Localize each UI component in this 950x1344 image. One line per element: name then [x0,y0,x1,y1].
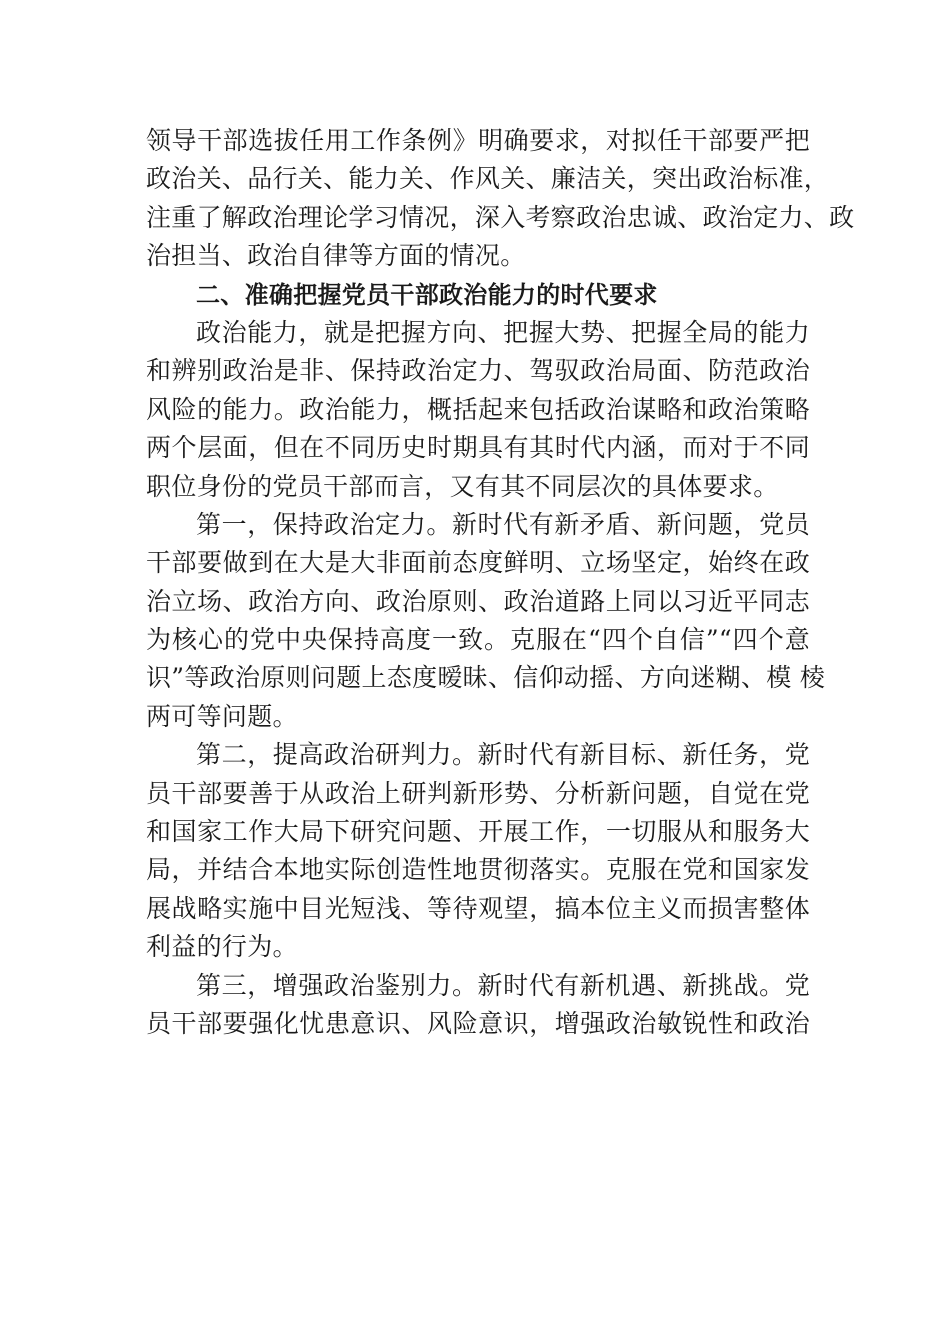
document-page [146,122,855,1043]
text-line: 风险的能力。政治能力，概括起来包括政治谋略和政治策略 [146,394,810,424]
text-line: 展战略实施中目光短浅、等待观望，搞本位主义而损害整体 [146,893,810,923]
text-line: 政治能力，就是把握方向、把握大势、把握全局的能力 [196,317,810,347]
section-heading: 二、准确把握党员干部政治能力的时代要求 [196,280,658,309]
text-line: 第二，提高政治研判力。新时代有新目标、新任务，党 [196,740,810,770]
text-line: 注重了解政治理论学习情况，深入考察政治忠诚、政治定力、政 [146,202,855,232]
text-line: 和辨别政治是非、保持政治定力、驾驭政治局面、防范政治 [146,356,810,386]
text-line: 为核心的党中央保持高度一致。克服在“四个自信”“四个意 [146,625,810,655]
text-line: 员干部要善于从政治上研判新形势、分析新问题，自觉在党 [146,778,810,808]
text-line: 员干部要强化忧患意识、风险意识，增强政治敏锐性和政治 [146,1008,810,1038]
text-line: 利益的行为。 [146,932,298,962]
text-line: 识”等政治原则问题上态度暧昧、信仰动摇、方向迷糊、模 棱 [146,663,826,693]
text-line: 治担当、政治自律等方面的情况。 [146,241,526,271]
text-line: 第一，保持政治定力。新时代有新矛盾、新问题，党员 [196,509,810,539]
text-line: 职位身份的党员干部而言，又有其不同层次的具体要求。 [146,471,779,501]
text-line: 政治关、品行关、能力关、作风关、廉洁关，突出政治标准， [146,164,830,194]
text-line: 两可等问题。 [146,701,298,731]
text-line: 局，并结合本地实际创造性地贯彻落实。克服在党和国家发 [146,855,810,885]
text-line: 治立场、政治方向、政治原则、政治道路上同以习近平同志 [146,586,810,616]
text-line: 第三，增强政治鉴别力。新时代有新机遇、新挑战。党 [196,970,810,1000]
text-line: 两个层面，但在不同历史时期具有其时代内涵，而对于不同 [146,433,810,463]
text-line: 干部要做到在大是大非面前态度鲜明、立场坚定，始终在政 [146,548,810,578]
text-line: 领导干部选拔任用工作条例》明确要求，对拟任干部要严把 [146,126,810,155]
text-line: 和国家工作大局下研究问题、开展工作，一切服从和服务大 [146,817,810,847]
